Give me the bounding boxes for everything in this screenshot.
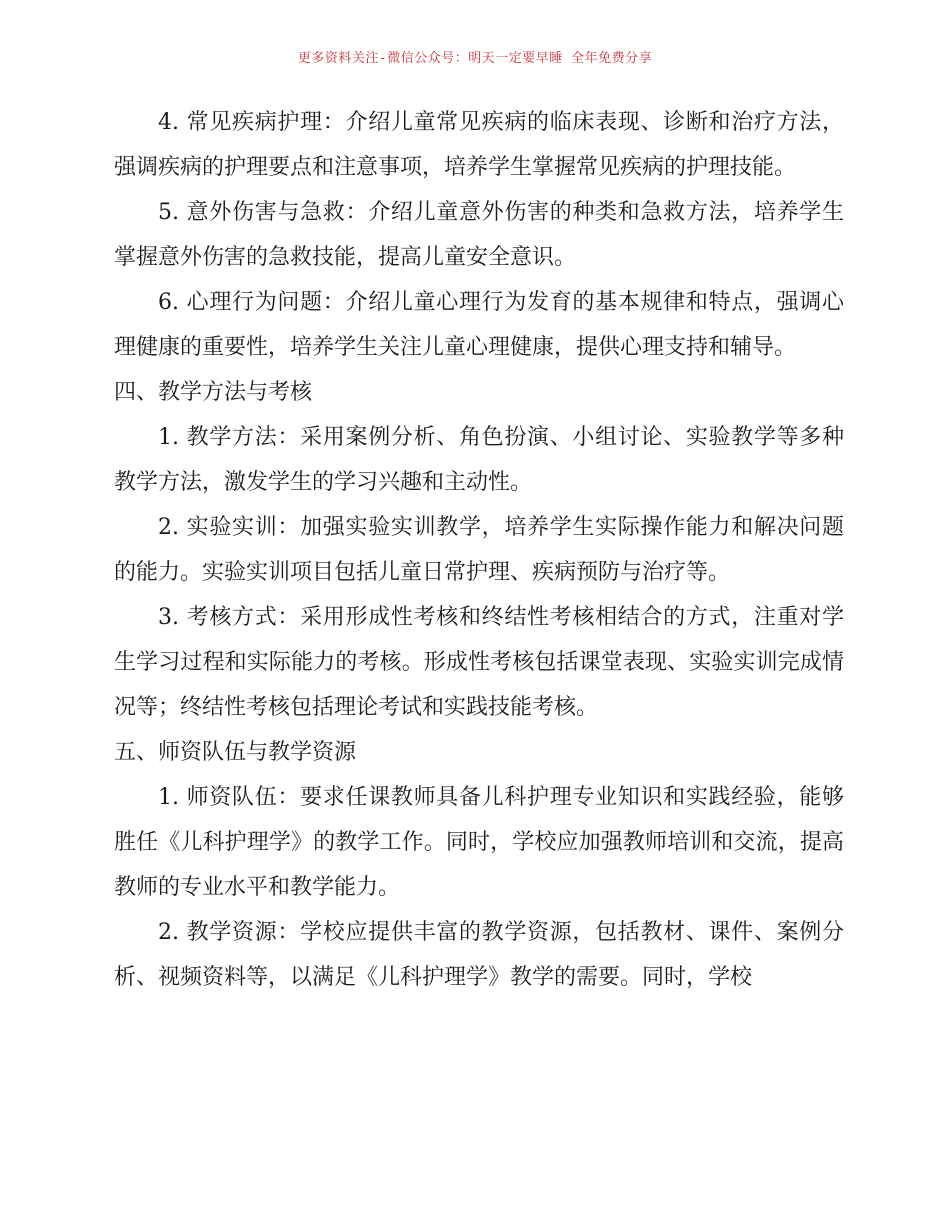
header-watermark-note: 更多资料关注-微信公众号：明天一定要早睡 全年免费分享	[297, 51, 653, 66]
paragraph-assessment: 3. 考核方式：采用形成性考核和终结性考核相结合的方式，注重对学生学习过程和实际能力的考核。形成性考核包括课堂表现、实验实训完成情况等；终结性考核包括理论考试和实践技能考核。	[114, 605, 844, 720]
section-heading-faculty-resources: 五、师资队伍与教学资源	[114, 740, 357, 765]
paragraph-psych-behavior: 6. 心理行为问题：介绍儿童心理行为发育的基本规律和特点，强调心理健康的重要性，培养学生关注儿童心理健康，提供心理支持和辅导。	[114, 290, 844, 360]
section-heading-teaching-methods: 四、教学方法与考核	[114, 380, 313, 405]
paragraph-common-disease-care: 4. 常见疾病护理：介绍儿童常见疾病的临床表现、诊断和治疗方法，强调疾病的护理要点和注意事项，培养学生掌握常见疾病的护理技能。	[114, 110, 844, 180]
paragraph-faculty: 1. 师资队伍：要求任课教师具备儿科护理专业知识和实践经验，能够胜任《儿科护理学》的教学工作。同时，学校应加强教师培训和交流，提高教师的专业水平和教学能力。	[114, 785, 844, 900]
paragraph-teaching-resources: 2. 教学资源：学校应提供丰富的教学资源，包括教材、课件、案例分析、视频资料等，以满足《儿科护理学》教学的需要。同时，学校	[114, 920, 844, 990]
paragraph-lab-training: 2. 实验实训：加强实验实训教学，培养学生实际操作能力和解决问题的能力。实验实训项目包括儿童日常护理、疾病预防与治疗等。	[114, 515, 844, 585]
document-body	[114, 100, 844, 1000]
paragraph-accident-first-aid: 5. 意外伤害与急救：介绍儿童意外伤害的种类和急救方法，培养学生掌握意外伤害的急救技能，提高儿童安全意识。	[114, 200, 844, 270]
paragraph-teaching-method: 1. 教学方法：采用案例分析、角色扮演、小组讨论、实验教学等多种教学方法，激发学生的学习兴趣和主动性。	[114, 425, 844, 495]
